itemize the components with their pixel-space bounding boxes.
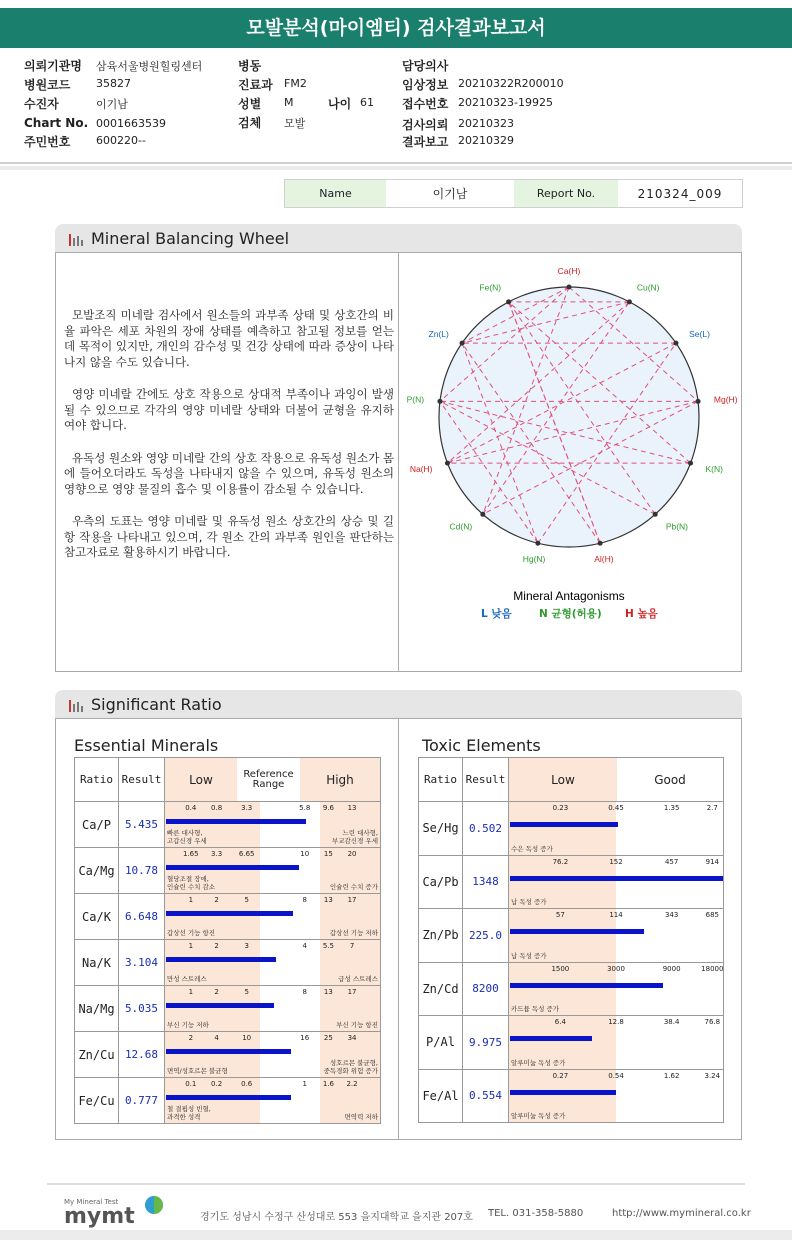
range-cell — [165, 848, 381, 894]
info-value: 20210323 — [458, 117, 514, 130]
result-cell: 9.975 — [463, 1016, 509, 1070]
result-bar — [166, 957, 276, 962]
tick-label: 10 — [300, 850, 310, 858]
info-value: 20210322R200010 — [458, 77, 564, 90]
tick-label: 2.2 — [346, 1080, 358, 1088]
tick-label: 5.8 — [299, 804, 311, 812]
tick-label: 2 — [214, 942, 219, 950]
result-bar — [510, 983, 663, 988]
tick-label: 2 — [214, 896, 219, 904]
col-ratio: Ratio — [419, 758, 463, 802]
node-label: Fe(N) — [479, 282, 502, 293]
range-cell — [165, 894, 381, 940]
low-note: 철 결핍성 빈혈, 과격한 성격 — [167, 1105, 211, 1121]
result-bar — [166, 819, 306, 824]
tick-label: 16 — [300, 1034, 310, 1042]
tick-row — [509, 965, 723, 975]
tick-label: 0.2 — [211, 1080, 223, 1088]
info-value: 600220-- — [96, 134, 146, 147]
tick-label: 1 — [188, 988, 194, 996]
divider — [0, 166, 792, 170]
info-label: 의뢰기관명 — [24, 59, 82, 73]
tick-label: 3.24 — [704, 1071, 721, 1080]
tick-label: 7 — [349, 942, 355, 950]
result-cell: 12.68 — [119, 1032, 165, 1078]
range-cell — [509, 1069, 724, 1123]
tick-label: 1500 — [551, 964, 570, 973]
good-header: Good — [654, 772, 686, 787]
tick-row — [165, 896, 380, 906]
panel-divider — [398, 719, 399, 1139]
ratio-cell: Na/Mg — [75, 986, 119, 1032]
ratio-cell: Zn/Pb — [419, 909, 463, 963]
tick-label: 152 — [609, 857, 623, 866]
result-cell: 0.502 — [463, 802, 509, 856]
tick-label: 5 — [244, 896, 249, 904]
tick-label: 3 — [244, 942, 249, 950]
result-bar — [166, 1003, 274, 1008]
node-dot — [535, 541, 540, 546]
high-note: 급성 스트레스 — [338, 975, 378, 983]
note: 수은 독성 증가 — [511, 844, 553, 853]
footer-address: 경기도 성남시 수정구 산성대로 553 을지대학교 을지관 207호 — [200, 1212, 473, 1223]
table-row — [75, 848, 381, 894]
name-label: Name — [285, 180, 386, 207]
col-result: Result — [463, 758, 509, 802]
high-header: High — [300, 758, 380, 801]
tick-label: 0.23 — [552, 804, 569, 812]
info-label: 임상정보 — [402, 78, 449, 92]
result-bar — [510, 876, 723, 881]
essential-table — [74, 757, 381, 1124]
info-value: 0001663539 — [96, 117, 166, 130]
range-cell — [509, 802, 724, 856]
info-label: 검사의뢰 — [402, 118, 449, 132]
low-header: Low — [509, 758, 617, 801]
tick-label: 4 — [302, 942, 307, 950]
col-range — [509, 758, 724, 802]
ratio-cell: Ca/K — [75, 894, 119, 940]
info-value: FM2 — [284, 77, 307, 90]
node-dot — [696, 399, 701, 404]
result-cell: 0.554 — [463, 1069, 509, 1123]
result-cell: 5.035 — [119, 986, 165, 1032]
low-note: 만성 스트레스 — [167, 975, 207, 983]
footer-tel: TEL. 031-358-5880 — [488, 1208, 584, 1219]
ratio-cell: Fe/Al — [419, 1069, 463, 1123]
tick-label: 343 — [664, 911, 679, 919]
tick-row — [165, 988, 380, 998]
result-cell: 5.435 — [119, 802, 165, 848]
logo-icon — [145, 1196, 163, 1214]
node-dot — [567, 285, 572, 290]
tick-label: 5 — [244, 988, 249, 996]
wheel-section-header — [55, 224, 742, 252]
info-value: 35827 — [96, 77, 131, 90]
tick-label: 3.3 — [241, 804, 253, 812]
range-cell — [509, 855, 724, 909]
range-cell — [509, 1016, 724, 1070]
table-row — [75, 986, 381, 1032]
ratio-cell: P/Al — [419, 1016, 463, 1070]
col-ratio: Ratio — [75, 758, 119, 802]
table-row — [419, 802, 724, 856]
tick-label: 0.6 — [241, 1080, 253, 1088]
node-label: Ca(H) — [557, 266, 581, 276]
tick-label: 1 — [188, 942, 194, 950]
result-bar — [166, 865, 299, 870]
note: 납 독성 증가 — [511, 951, 547, 960]
result-cell: 3.104 — [119, 940, 165, 986]
node-label: Hg(N) — [522, 553, 546, 564]
tick-label: 2.7 — [706, 804, 718, 812]
low-note: 빠른 대사형, 고갑신경 우세 — [167, 829, 207, 845]
table-row — [419, 1069, 724, 1123]
bar-chart-icon — [69, 231, 83, 245]
paragraph: 영양 미네랄 간에도 상호 작용으로 상대적 부족이나 과잉이 발생될 수 있으므로 각각의 영양 미네랄 상태와 더불어 균형을 유지하여야 합니다. — [64, 387, 394, 432]
info-label: 주민번호 — [24, 135, 71, 149]
tick-label: 914 — [705, 857, 719, 866]
ratio-cell: Fe/Cu — [75, 1078, 119, 1124]
tick-label: 3000 — [607, 964, 625, 973]
tick-label: 0.1 — [185, 1080, 197, 1088]
info-value: 이기남 — [96, 98, 128, 111]
node-dot — [437, 399, 442, 404]
low-note: 갑상선 기능 항진 — [167, 929, 216, 937]
info-label: 수진자 — [24, 97, 59, 111]
low-note: 면역/성호르몬 불균형 — [167, 1067, 228, 1075]
tick-label: 8 — [302, 896, 307, 904]
range-cell — [165, 940, 381, 986]
tick-label: 6.65 — [238, 850, 255, 858]
result-bar — [166, 1095, 291, 1100]
node-dot — [653, 512, 658, 517]
node-label: Pb(N) — [665, 521, 689, 532]
tick-label: 0.45 — [608, 804, 624, 812]
tick-label: 20 — [347, 850, 357, 858]
toxic-title: Toxic Elements — [422, 736, 541, 755]
tick-label: 17 — [347, 896, 357, 904]
tick-label: 4 — [214, 1034, 219, 1042]
report-title: 모발분석(마이엠티) 검사결과보고서 — [0, 8, 792, 48]
ratio-section-title: Significant Ratio — [91, 694, 222, 714]
col-result: Result — [119, 758, 165, 802]
tick-label: 0.4 — [185, 804, 197, 812]
result-bar — [166, 1049, 291, 1054]
tick-label: 13 — [347, 804, 357, 812]
tick-row — [509, 1072, 723, 1082]
report-label: Report No. — [514, 180, 618, 207]
note: 알루미늄 독성 증가 — [511, 1058, 566, 1067]
tick-label: 17 — [347, 988, 357, 996]
result-cell: 225.0 — [463, 909, 509, 963]
tick-label: 13 — [323, 988, 333, 996]
tick-row — [509, 1018, 723, 1028]
paragraph: 유독성 원소와 영양 미네랄 간의 상호 작용으로 유독성 원소가 몸에 들어오더라도 독성을 나타내지 않을 수 있으며, 유독성 원소의 영향으로 영양 물질의 흡수 및 이용률이 감소될 수 있습니다. — [64, 450, 394, 496]
tick-label: 13 — [323, 896, 333, 904]
tick-row — [165, 1034, 380, 1044]
tick-row — [509, 804, 723, 814]
node-dot — [445, 461, 450, 466]
tick-label: 1.62 — [663, 1071, 680, 1080]
tick-label: 0.8 — [211, 804, 223, 812]
range-cell — [165, 1032, 381, 1078]
info-value: 모발 — [284, 117, 306, 130]
age-value: 61 — [360, 96, 374, 109]
info-value: 20210323-19925 — [458, 96, 553, 109]
ratio-section-header — [55, 690, 742, 718]
high-note: 성호르몬 불균형, 중독경화 위험 증가 — [323, 1059, 378, 1075]
tick-label: 685 — [705, 911, 719, 919]
info-label: 병원코드 — [24, 78, 71, 92]
tick-label: 1 — [302, 1080, 307, 1088]
node-label: Al(H) — [594, 553, 614, 564]
ratio-cell: Ca/Mg — [75, 848, 119, 894]
tick-label: 0.27 — [552, 1071, 569, 1080]
info-label: 담당의사 — [402, 59, 449, 73]
patient-name: 이기남 — [432, 187, 468, 201]
tick-row — [165, 850, 380, 860]
result-bar — [510, 929, 644, 934]
range-cell — [165, 986, 381, 1032]
logo-text: mymt — [64, 1204, 135, 1229]
tick-label: 15 — [323, 850, 333, 858]
tick-label: 1.35 — [663, 804, 680, 812]
tick-label: 18000 — [701, 964, 724, 973]
info-value: M — [284, 96, 294, 109]
wheel-description — [64, 308, 394, 578]
table-row — [419, 962, 724, 1016]
tick-label: 9.6 — [322, 804, 334, 812]
info-label: 접수번호 — [402, 97, 449, 111]
tick-row — [165, 1080, 380, 1090]
result-bar — [510, 1090, 616, 1095]
node-label: Mg(H) — [713, 394, 738, 405]
age-label: 나이 — [328, 97, 352, 111]
info-value: 삼육서울병원힐링센터 — [96, 60, 203, 73]
tick-label: 38.4 — [663, 1018, 680, 1026]
legend-low: L 낮음 — [481, 608, 512, 620]
node-dot — [688, 461, 693, 466]
node-dot — [598, 541, 603, 546]
info-label: 성별 — [238, 97, 262, 111]
legend-normal: N 균형(허용) — [539, 608, 602, 620]
tick-label: 12.8 — [608, 1018, 624, 1026]
node-dot — [460, 341, 465, 346]
col-range — [165, 758, 381, 802]
tick-label: 457 — [664, 857, 679, 866]
result-cell: 1348 — [463, 855, 509, 909]
tick-label: 1.6 — [322, 1080, 334, 1088]
report-number: 210324_009 — [637, 186, 723, 201]
wheel-circle — [439, 287, 699, 547]
table-row — [419, 909, 724, 963]
range-cell — [509, 909, 724, 963]
tick-label: 57 — [555, 911, 565, 919]
tick-label: 1.65 — [183, 850, 199, 858]
table-row — [75, 1032, 381, 1078]
table-row — [75, 940, 381, 986]
ratio-cell: Ca/Pb — [419, 855, 463, 909]
note: 카드뮴 독성 증가 — [511, 1005, 560, 1013]
low-note: 부신 기능 저하 — [167, 1021, 209, 1029]
info-label: Chart No. — [24, 116, 89, 130]
low-note: 혈당조절 장애, 인슐린 수치 감소 — [167, 875, 216, 891]
ratio-panel — [55, 718, 742, 1140]
node-dot — [673, 341, 678, 346]
node-label: Na(H) — [409, 463, 433, 474]
node-dot — [627, 299, 632, 304]
footer-divider — [47, 1183, 745, 1185]
tick-label: 6.4 — [554, 1018, 566, 1026]
logo-tagline: My Mineral Test — [64, 1198, 119, 1206]
note: 납 독성 증가 — [511, 898, 547, 906]
tick-label: 10 — [242, 1034, 252, 1042]
ratio-cell: Na/K — [75, 940, 119, 986]
wheel-title: Mineral Antagonisms — [513, 589, 625, 603]
tick-row — [165, 804, 380, 814]
note: 알루미늄 독성 증가 — [511, 1112, 566, 1120]
result-cell: 10.78 — [119, 848, 165, 894]
result-cell: 0.777 — [119, 1078, 165, 1124]
essential-title: Essential Minerals — [74, 736, 219, 755]
tick-label: 76.2 — [552, 857, 569, 866]
paragraph: 모발조직 미네랄 검사에서 원소들의 과부족 상태 및 상호간의 비율 파악은 세포 차원의 장애 상태를 예측하고 참고될 정보를 얻는데 목적이 있지만, 개인의 감수성 및 건강 상태에 따라 증상이 나타나지 않을 수도 있습니다. — [64, 308, 394, 369]
table-row — [419, 1016, 724, 1070]
patient-info — [0, 55, 792, 160]
ratio-cell: Ca/P — [75, 802, 119, 848]
tick-row — [509, 858, 723, 868]
paragraph: 우측의 도표는 영양 미네랄 및 유독성 원소 상호간의 상승 및 길항 작용을 나타내고 있으며, 각 원소 간의 과부족 원인을 판단하는 참고자료로 활용하시기 바랍니다. — [64, 514, 394, 559]
info-label: 검체 — [238, 116, 262, 130]
result-cell: 8200 — [463, 962, 509, 1016]
range-cell — [165, 1078, 381, 1124]
tick-label: 114 — [609, 911, 623, 919]
footer-url[interactable]: http://www.mymineral.co.kr — [612, 1208, 751, 1219]
bar-chart-icon — [69, 697, 83, 711]
ref-header: Reference Range — [243, 768, 294, 790]
node-label: Cu(N) — [636, 282, 660, 293]
table-row — [75, 802, 381, 848]
node-label: Se(L) — [689, 329, 710, 340]
wheel-section-title: Mineral Balancing Wheel — [91, 228, 290, 248]
tick-label: 1 — [188, 896, 194, 904]
result-cell: 6.648 — [119, 894, 165, 940]
info-value: 20210329 — [458, 134, 514, 147]
table-row — [419, 855, 724, 909]
tick-label: 0.54 — [608, 1071, 624, 1080]
result-bar — [510, 1036, 592, 1041]
info-label: 진료과 — [238, 78, 273, 92]
tick-row — [165, 942, 380, 952]
ratio-cell: Zn/Cd — [419, 962, 463, 1016]
mineral-wheel — [399, 253, 742, 673]
node-dot — [480, 512, 485, 517]
low-header: Low — [165, 758, 237, 801]
range-cell — [165, 802, 381, 848]
info-label: 결과보고 — [402, 135, 449, 149]
divider — [0, 162, 792, 164]
node-label: Cd(N) — [449, 521, 473, 532]
tick-label: 2 — [214, 988, 219, 996]
high-note: 느린 대사형, 부교감신경 우세 — [331, 829, 378, 845]
ratio-cell: Se/Hg — [419, 802, 463, 856]
tick-label: 2 — [188, 1034, 194, 1042]
high-note: 인슐린 수치 증가 — [329, 883, 378, 891]
tick-label: 34 — [347, 1034, 357, 1042]
high-note: 부신 기능 항진 — [336, 1021, 378, 1029]
high-note: 갑상선 기능 저하 — [329, 929, 378, 937]
tick-label: 9000 — [662, 964, 681, 973]
range-cell — [509, 962, 724, 1016]
node-label: K(N) — [705, 463, 723, 474]
result-bar — [166, 911, 293, 916]
node-label: P(N) — [406, 394, 425, 405]
tick-label: 76.8 — [704, 1018, 721, 1026]
tick-label: 3.3 — [211, 850, 223, 858]
node-dot — [506, 299, 511, 304]
table-row — [75, 894, 381, 940]
tick-label: 25 — [323, 1034, 333, 1042]
wheel-panel — [55, 252, 742, 672]
tick-label: 5.5 — [322, 942, 334, 950]
high-note: 면역력 저하 — [344, 1113, 378, 1121]
result-bar — [510, 822, 618, 827]
ratio-cell: Zn/Cu — [75, 1032, 119, 1078]
legend-high: H 높음 — [625, 608, 658, 620]
node-label: Zn(L) — [428, 329, 449, 340]
bottom-bar — [0, 1230, 792, 1240]
name-box — [284, 179, 743, 208]
table-row — [75, 1078, 381, 1124]
tick-label: 8 — [302, 988, 307, 996]
tick-row — [509, 911, 723, 921]
toxic-table — [418, 757, 724, 1123]
info-label: 병동 — [238, 59, 262, 73]
